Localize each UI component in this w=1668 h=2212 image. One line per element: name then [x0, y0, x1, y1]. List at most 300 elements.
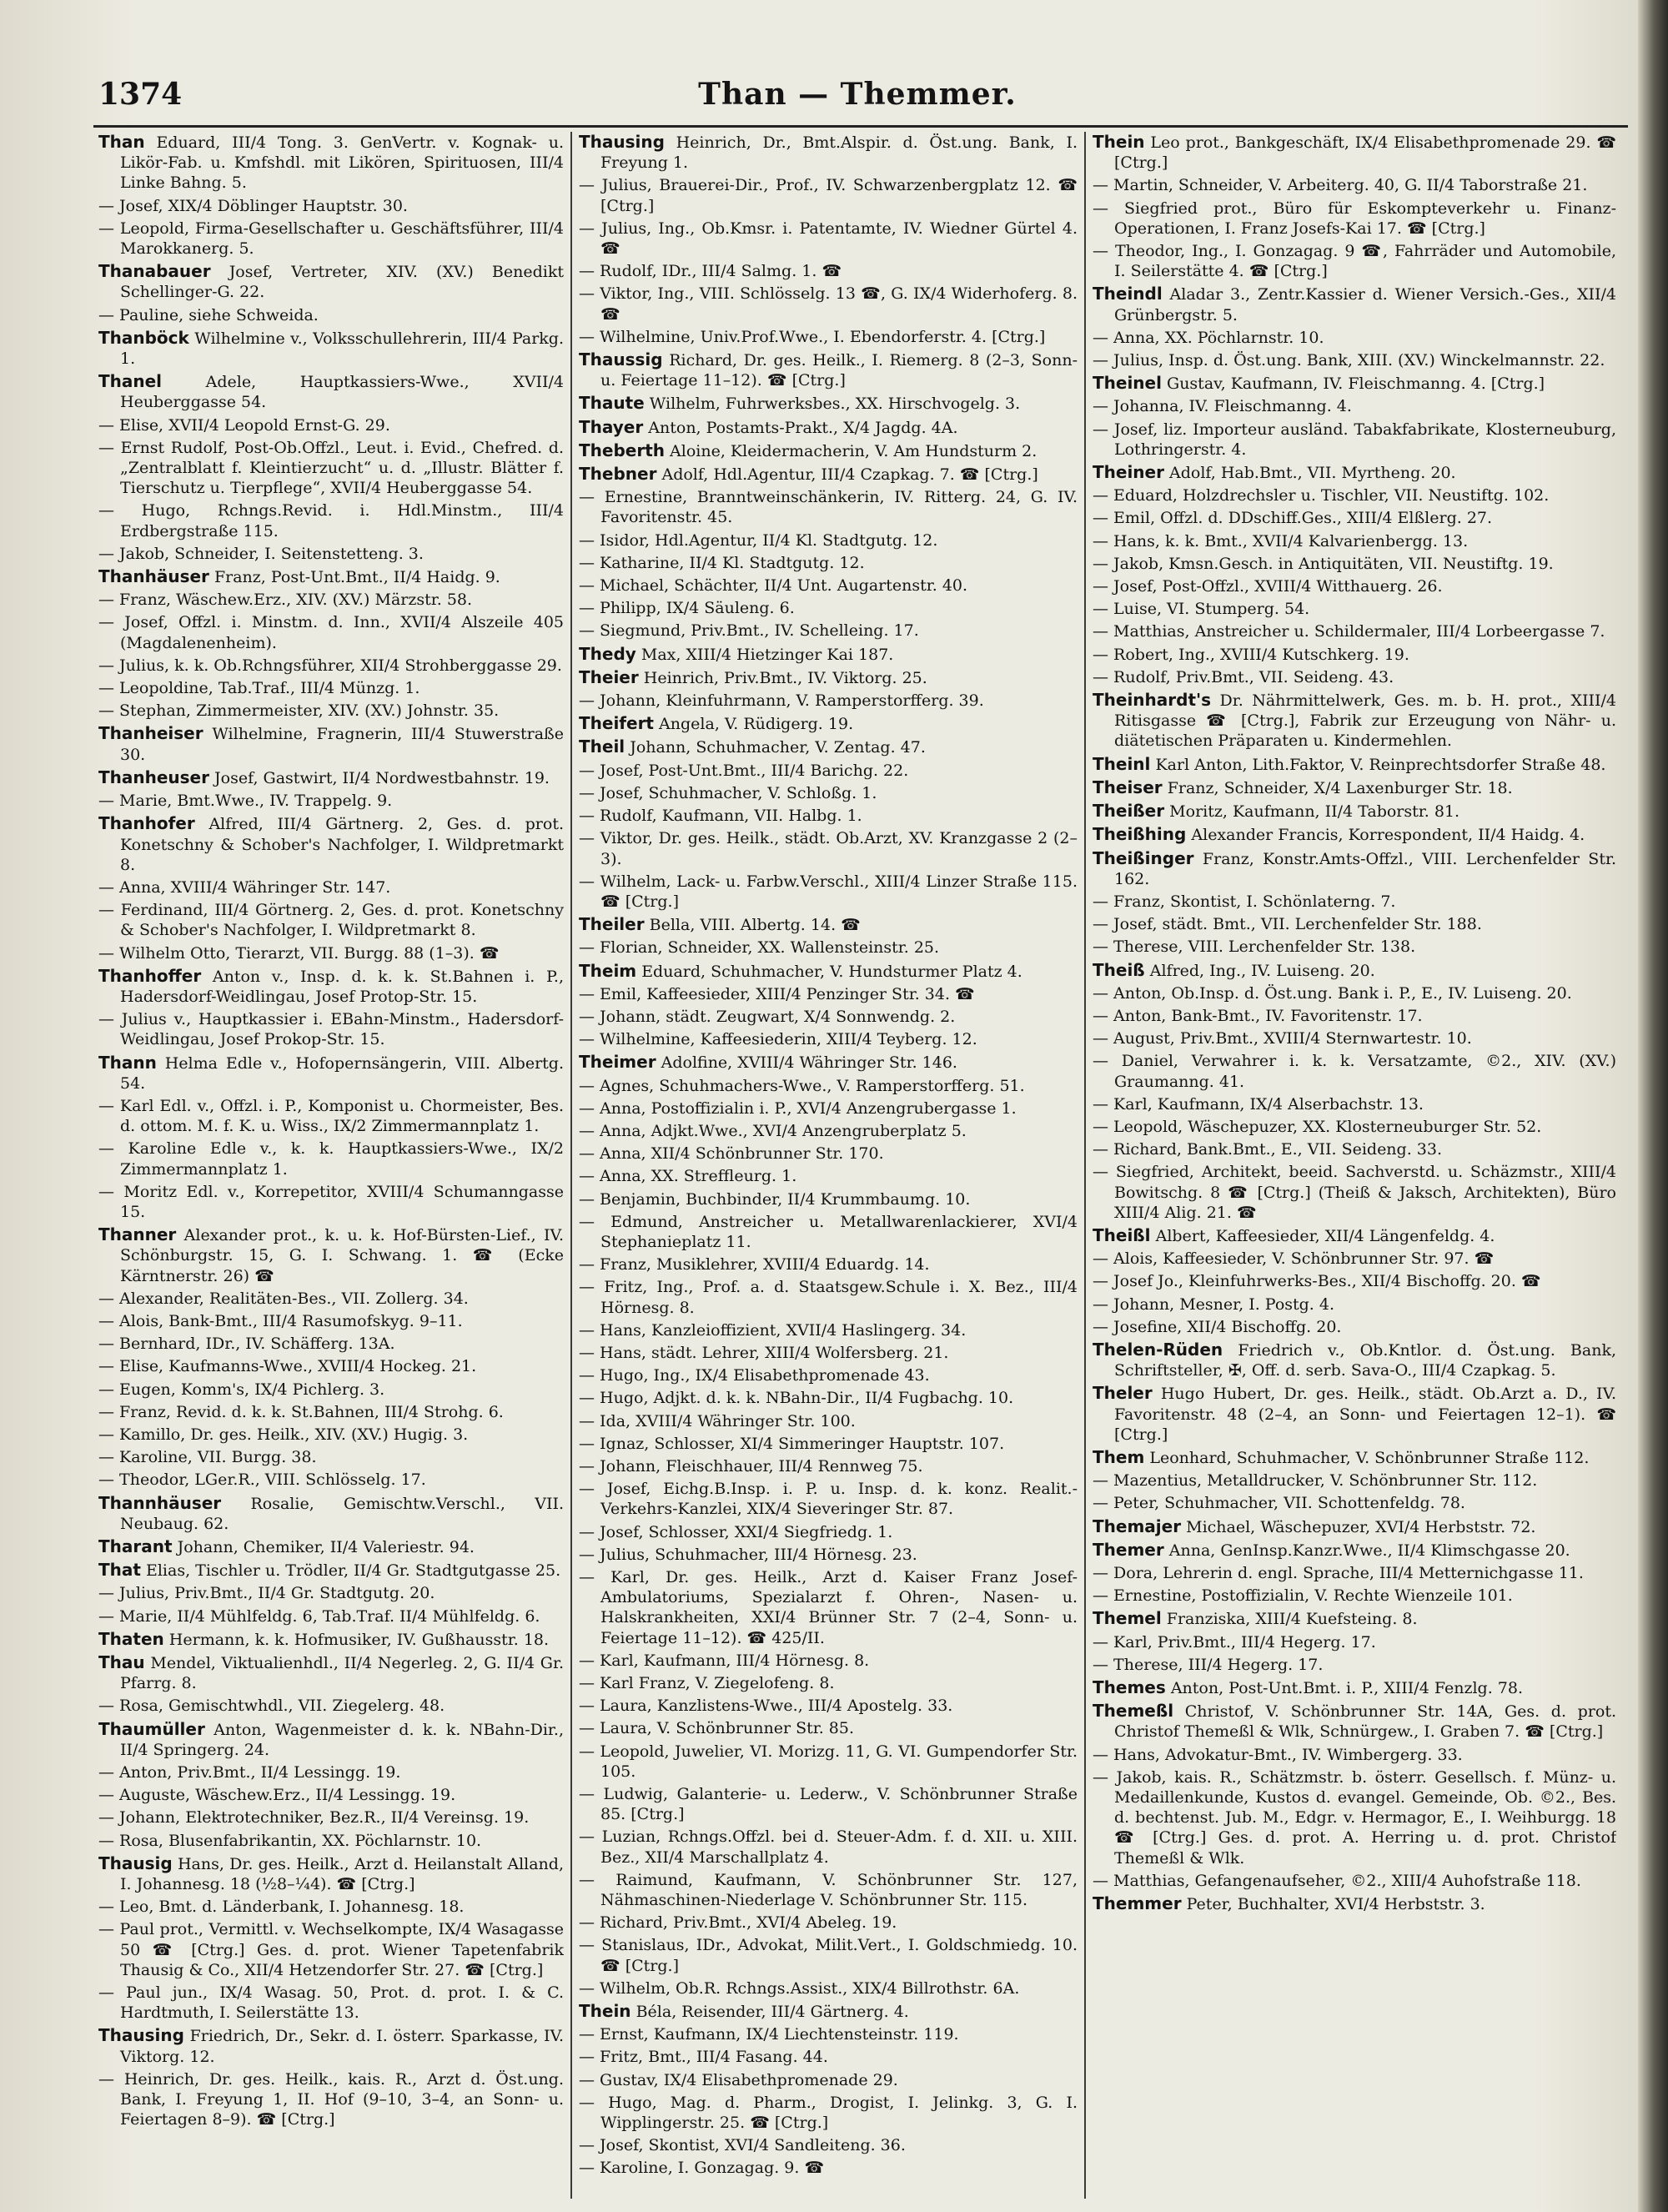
entry-details: — Karl, Kaufmann, III/4 Hörnesg. 8. — [579, 1651, 870, 1670]
entry-details: Franz, Konstr.Amts-Offzl., VIII. Lerchenfelder Str. 162. — [1114, 849, 1616, 888]
directory-entry — [98, 1536, 564, 1557]
entry-surname: Thannhäuser — [98, 1492, 222, 1513]
entry-surname: Theier — [579, 666, 639, 687]
entry-surname: That — [98, 1560, 141, 1581]
entry-details: — Stephan, Zimmermeister, XIV. (XV.) Johnstr. 35. — [98, 701, 500, 721]
directory-entry — [1093, 1871, 1616, 1891]
entry-details: — Eugen, Komm's, IX/4 Pichlerg. 3. — [98, 1380, 385, 1399]
entry-details: Hermann, k. k. Hofmusiker, IV. Gußhausstr. 18. — [168, 1630, 550, 1649]
directory-entry — [579, 1277, 1078, 1317]
entry-details: — Julius, Priv.Bmt., II/4 Gr. Stadtgutg. 20. — [98, 1584, 435, 1603]
entry-details: Anton, Wagenmeister d. k. k. NBahn-Dir., II/4 Springerg. 24. — [120, 1720, 564, 1759]
entry-surname: Thausing — [579, 132, 665, 152]
directory-entry — [1093, 848, 1616, 889]
directory-entry — [98, 791, 564, 811]
directory-entry — [579, 1456, 1078, 1476]
entry-surname: Thann — [98, 1052, 157, 1073]
directory-entry — [579, 783, 1078, 803]
directory-entry — [98, 723, 564, 764]
directory-entry — [98, 1560, 564, 1581]
entry-details: — Rosa, Blusenfabrikantin, XX. Pöchlarnstr. 10. — [98, 1831, 482, 1850]
entry-details: — Marie, II/4 Mühlfeldg. 6, Tab.Traf. II/4 Mühlfeldg. 6. — [98, 1606, 540, 1626]
entry-details: — Julius, Schuhmacher, III/4 Hörnesg. 23. — [579, 1545, 917, 1564]
directory-entry — [98, 371, 564, 412]
page-number: 1374 — [98, 77, 183, 112]
entry-details: — Karoline, I. Gonzagag. 9. ☎ — [579, 2159, 825, 2178]
directory-entry — [1093, 914, 1616, 934]
entry-surname: Themel — [1093, 1608, 1162, 1629]
directory-entry — [98, 1807, 564, 1827]
directory-entry — [579, 440, 1078, 461]
directory-entry — [579, 393, 1078, 414]
directory-entry — [1093, 462, 1616, 483]
directory-entry — [1093, 554, 1616, 574]
directory-entry — [579, 1479, 1078, 1519]
entry-details: — Mazentius, Metalldrucker, V. Schönbrunner Str. 112. — [1093, 1471, 1538, 1491]
entry-details: Franz, Post-Unt.Bmt., II/4 Haidg. 9. — [214, 568, 500, 587]
entry-details: — Anna, XX. Pöchlarnstr. 10. — [1093, 328, 1324, 347]
entry-details: Alexander prot., k. u. k. Hof-Bürsten-Lief., IV. Schönburgstr. 15, G. I. Schwang. 1. ☎ (Ecke Kärntnerstr. 26) ☎ — [120, 1226, 564, 1285]
directory-entry — [98, 1447, 564, 1467]
entry-surname: Themeßl — [1093, 1701, 1174, 1722]
entry-surname: Thausig — [98, 1853, 173, 1873]
directory-entry — [98, 261, 564, 302]
directory-entry — [579, 2024, 1078, 2044]
directory-entry — [1093, 1340, 1616, 1380]
entry-details: — Eduard, Holzdrechsler u. Tischler, VII. Neustiftg. 102. — [1093, 486, 1550, 505]
directory-entry — [579, 1007, 1078, 1027]
entry-details: — Josef, Post-Offzl., XVIII/4 Witthauerg. 26. — [1093, 577, 1443, 596]
directory-entry — [579, 2047, 1078, 2067]
entry-details: — Josef, XIX/4 Döblinger Hauptstr. 30. — [98, 196, 408, 215]
entry-details: — Philipp, IX/4 Säuleng. 6. — [579, 599, 795, 618]
entry-details: Michael, Wäschepuzer, XVI/4 Herbststr. 72. — [1186, 1517, 1536, 1536]
directory-entry — [579, 1545, 1078, 1565]
directory-entry — [1093, 1162, 1616, 1223]
entry-details: Eduard, Schuhmacher, V. Hundsturmer Platz 4. — [641, 962, 1022, 981]
directory-entry — [1093, 824, 1616, 845]
entry-details: — Siegfried prot., Büro für Eskompteverkehr u. Finanz-Operationen, I. Franz Josefs-Kai 17. ☎ [Ctrg.] — [1093, 199, 1616, 238]
entry-details: Anton v., Insp. d. k. k. St.Bahnen i. P., Hadersdorf-Weidlingau, Josef Protop-Str. 15. — [120, 967, 564, 1006]
directory-entry — [98, 1629, 564, 1650]
directory-entry — [98, 1224, 564, 1286]
directory-entry — [1093, 1470, 1616, 1491]
entry-surname: Thau — [98, 1652, 145, 1673]
entry-details: — Johann, Elektrotechniker, Bez.R., II/4 Vereinsg. 19. — [98, 1808, 530, 1827]
entry-details: — Edmund, Anstreicher u. Metallwarenlackierer, XVI/4 Stephanieplatz 11. — [579, 1212, 1078, 1251]
directory-entry — [1093, 1893, 1616, 1914]
directory-entry — [579, 553, 1078, 573]
entry-details: — Anton, Bank-Bmt., IV. Favoritenstr. 17. — [1093, 1006, 1423, 1025]
entry-details: — Ernst, Kaufmann, IX/4 Liechtensteinstr. 119. — [579, 2025, 959, 2044]
entry-details: — Josef, Schuhmacher, V. Schloßg. 1. — [579, 783, 877, 802]
directory-entry — [98, 566, 564, 587]
entry-surname: Theißer — [1093, 801, 1165, 822]
directory-entry — [98, 219, 564, 259]
directory-entry — [579, 1827, 1078, 1867]
directory-entry — [579, 327, 1078, 347]
directory-entry — [98, 767, 564, 788]
running-head: Than — Themmer. — [698, 77, 1017, 112]
entry-details: Leonhard, Schuhmacher, V. Schönbrunner Straße 112. — [1149, 1448, 1590, 1467]
directory-entry — [1093, 1383, 1616, 1445]
directory-entry — [1093, 892, 1616, 912]
directory-entry — [579, 2001, 1078, 2022]
directory-entry — [579, 175, 1078, 215]
entry-details: Friedrich v., Ob.Kntlor. d. Öst.ung. Bank, Schriftsteller, ✠, Off. d. serb. Sava-O., III/4 Czapkag. 5. — [1114, 1340, 1616, 1380]
entry-details: — Rudolf, Priv.Bmt., VII. Seideng. 43. — [1093, 667, 1394, 686]
directory-entry — [579, 2135, 1078, 2155]
entry-details: — Siegfried, Architekt, beeid. Sachverstd. u. Schäzmstr., XIII/4 Bowitschg. 8 ☎ [Ctrg.] (Theiß & Jaksch, Architekten), Büro XIII/4 Alig. 21. ☎ — [1093, 1163, 1616, 1222]
directory-entry — [98, 1831, 564, 1851]
entry-surname: Theiser — [1093, 777, 1163, 797]
entry-details: Elias, Tischler u. Trödler, II/4 Gr. Stadtgutgasse 25. — [145, 1561, 561, 1581]
entry-details: — Karl Edl. v., Offzl. i. P., Komponist u. Chormeister, Bes. d. ottom. M. f. K. u. Wiss., IX/2 Zimmermannplatz 1. — [98, 1096, 564, 1136]
directory-entry — [579, 2158, 1078, 2178]
entry-details: Aladar 3., Zentr.Kassier d. Wiener Versich.-Ges., XII/4 Grünbergstr. 5. — [1114, 285, 1616, 324]
entry-surname: Than — [98, 132, 145, 152]
entry-details: — Josefine, XII/4 Bischoffg. 20. — [1093, 1317, 1342, 1336]
directory-entry — [98, 1289, 564, 1309]
directory-entry — [1093, 1271, 1616, 1291]
directory-entry — [1093, 1655, 1616, 1675]
entry-details: — Karoline, VII. Burgg. 38. — [98, 1448, 317, 1467]
entry-details: — Luise, VI. Stumperg. 54. — [1093, 600, 1310, 619]
entry-details: — Anna, XX. Streffleurg. 1. — [579, 1167, 797, 1186]
directory-entry — [1093, 1139, 1616, 1159]
entry-details: Gustav, Kaufmann, IV. Fleischmanng. 4. [Ctrg.] — [1167, 375, 1545, 394]
entry-details: — Josef, Skontist, XVI/4 Sandleiteng. 36. — [579, 2136, 906, 2155]
directory-entry — [98, 1652, 564, 1693]
entry-surname: Thanhoffer — [98, 965, 202, 986]
entry-surname: Thebner — [579, 464, 657, 485]
entry-details: — Stanislaus, IDr., Advokat, Milit.Vert., I. Goldschmiedg. 10. ☎ [Ctrg.] — [579, 1936, 1078, 1975]
entry-details: — August, Priv.Bmt., XVIII/4 Sternwartestr. 10. — [1093, 1029, 1472, 1048]
entry-details: — Matthias, Anstreicher u. Schildermaler, III/4 Lorbeergasse 7. — [1093, 622, 1605, 641]
directory-entry — [579, 1913, 1078, 1933]
directory-column-3 — [1093, 132, 1616, 2199]
directory-entry — [98, 1402, 564, 1422]
entry-details: — Richard, Priv.Bmt., XVI/4 Abeleg. 19. — [579, 1913, 897, 1933]
directory-entry — [98, 1785, 564, 1805]
entry-details: — Raimund, Kaufmann, V. Schönbrunner Str. 127, Nähmaschinen-Niederlage V. Schönbrunner Str. 115. — [579, 1870, 1078, 1910]
entry-surname: Themmer — [1093, 1893, 1182, 1914]
directory-entry — [98, 900, 564, 940]
directory-entry — [579, 1121, 1078, 1141]
entry-details: Friedrich, Dr., Sekr. d. I. österr. Sparkasse, IV. Viktorg. 12. — [120, 2027, 564, 2066]
directory-entry — [1093, 1006, 1616, 1026]
directory-entry — [1093, 420, 1616, 460]
directory-entry — [98, 1919, 564, 1980]
directory-entry — [579, 713, 1078, 734]
directory-entry — [98, 1425, 564, 1445]
directory-entry — [98, 438, 564, 499]
header-rule — [93, 125, 1628, 128]
directory-entry — [1093, 645, 1616, 665]
entry-details: — Leo, Bmt. d. Länderbank, I. Johannesg. 18. — [98, 1898, 465, 1917]
entry-details: Christof, V. Schönbrunner Str. 14A, Ges. d. prot. Christof Themeßl & Wlk, Schnürgew., I. Graben 7. ☎ [Ctrg.] — [1114, 1702, 1616, 1742]
entry-details: — Auguste, Wäschew.Erz., II/4 Lessingg. 19. — [98, 1786, 456, 1805]
entry-details: Hans, Dr. ges. Heilk., Arzt d. Heilanstalt Alland, I. Johannesg. 18 (½8–¼4). ☎ [Ctrg.] — [120, 1854, 564, 1894]
entry-details: — Ignaz, Schlosser, XI/4 Simmeringer Hauptstr. 107. — [579, 1434, 1005, 1453]
directory-entry — [98, 1470, 564, 1490]
directory-entry — [579, 349, 1078, 390]
directory-entry — [98, 701, 564, 721]
directory-entry — [1093, 1117, 1616, 1137]
entry-surname: Theberth — [579, 440, 665, 460]
directory-entry — [98, 1853, 564, 1894]
entry-details: — Ferdinand, III/4 Görtnerg. 2, Ges. d. prot. Konetschny & Schober's Nachfolger, I. Wildpretmarkt 8. — [98, 901, 564, 940]
directory-column-1 — [98, 132, 564, 2199]
entry-details: Albert, Kaffeesieder, XII/4 Längenfeldg. 4. — [1155, 1226, 1495, 1245]
entry-details: — Fritz, Ing., Prof. a. d. Staatsgew.Schule i. X. Bez., III/4 Hörnesg. 8. — [579, 1278, 1078, 1317]
entry-details: Adolfine, XVIII/4 Währinger Str. 146. — [661, 1053, 957, 1073]
directory-entry — [579, 417, 1078, 438]
entry-details: — Franz, Wäschew.Erz., XIV. (XV.) Märzstr. 58. — [98, 591, 473, 610]
directory-entry — [579, 1935, 1078, 1975]
entry-surname: Theinl — [1093, 753, 1151, 774]
entry-surname: Thaute — [579, 393, 645, 414]
entry-details: — Alois, Bank-Bmt., III/4 Rasumofskyg. 9–11. — [98, 1311, 463, 1330]
entry-details: — Karl, Priv.Bmt., III/4 Hegerg. 17. — [1093, 1632, 1376, 1651]
entry-details: — Alois, Kaffeesieder, V. Schönbrunner Str. 97. ☎ — [1093, 1249, 1495, 1269]
entry-details: — Dora, Lehrerin d. engl. Sprache, III/4 Metternichgasse 11. — [1093, 1564, 1584, 1582]
directory-entry — [98, 1983, 564, 2023]
entry-details: — Wilhelm, Ob.R. Rchngs.Assist., XIX/4 Billrothstr. 6A. — [579, 1978, 1020, 1998]
entry-details: — Hans, k. k. Bmt., XVII/4 Kalvarienbergg. 13. — [1093, 531, 1469, 550]
entry-details: — Julius, Brauerei-Dir., Prof., IV. Schwarzenbergplatz 12. ☎ [Ctrg.] — [579, 176, 1078, 215]
directory-column-2 — [579, 132, 1078, 2199]
directory-entry — [98, 1053, 564, 1093]
directory-entry — [98, 656, 564, 676]
entry-surname: Thausing — [98, 2025, 184, 2046]
entry-details: Adele, Hauptkassiers-Wwe., XVII/4 Heuberggasse 54. — [120, 373, 564, 412]
entry-details: — Elise, XVII/4 Leopold Ernst-G. 29. — [98, 415, 390, 435]
entry-details: — Moritz Edl. v., Korrepetitor, XVIII/4 Schumanngasse 15. — [98, 1182, 564, 1221]
entry-surname: Thanner — [98, 1224, 177, 1245]
entry-details: — Siegmund, Priv.Bmt., IV. Schelleing. 17. — [579, 621, 919, 641]
directory-entry — [579, 1651, 1078, 1671]
entry-details: — Kamillo, Dr. ges. Heilk., XIV. (XV.) Hugig. 3. — [98, 1425, 469, 1444]
entry-surname: Thayer — [579, 416, 644, 437]
entry-details: Alexander Francis, Korrespondent, II/4 Haidg. 4. — [1191, 826, 1585, 845]
directory-entry — [98, 966, 564, 1007]
directory-entry — [1093, 777, 1616, 798]
entry-details: — Robert, Ing., XVIII/4 Kutschkerg. 19. — [1093, 645, 1409, 664]
entry-surname: Themer — [1093, 1539, 1164, 1560]
entry-details: — Ernst Rudolf, Post-Ob.Offzl., Leut. i. Evid., Chefred. d. „Zentralblatt f. Kleintierzucht“ u. d. „Illustr. Blätter f. Tierschutz u. Tierpflege“, XVII/4 Heuberggasse 54. — [98, 438, 564, 498]
directory-entry — [1093, 1051, 1616, 1091]
entry-details: — Elise, Kaufmanns-Wwe., XVIII/4 Hockeg. 21. — [98, 1357, 477, 1376]
directory-entry — [579, 1742, 1078, 1782]
directory-entry — [579, 1784, 1078, 1824]
entry-details: Adolf, Hdl.Agentur, III/4 Czapkag. 7. ☎ [Ctrg.] — [661, 465, 1038, 485]
entry-surname: Theißinger — [1093, 847, 1194, 868]
entry-details: Max, XIII/4 Hietzinger Kai 187. — [641, 645, 894, 664]
directory-entry — [1093, 960, 1616, 981]
directory-entry — [98, 1583, 564, 1603]
directory-entry — [1093, 396, 1616, 416]
entry-details: — Anna, Postoffizialin i. P., XVI/4 Anzengrubergasse 1. — [579, 1098, 1017, 1118]
entry-details: — Daniel, Verwahrer i. k. k. Versatzamte, ©2., XIV. (XV.) Graumanng. 41. — [1093, 1052, 1616, 1091]
entry-details: Angela, V. Rüdigerg. 19. — [659, 715, 854, 734]
entry-details: — Anna, XVIII/4 Währinger Str. 147. — [98, 877, 391, 897]
directory-entry — [98, 544, 564, 564]
entry-details: — Josef, Post-Unt.Bmt., III/4 Barichg. 22. — [579, 761, 909, 780]
directory-entry — [579, 132, 1078, 173]
directory-entry — [1093, 983, 1616, 1003]
directory-entry — [1093, 1608, 1616, 1629]
directory-entry — [579, 576, 1078, 596]
entry-details: — Marie, Bmt.Wwe., IV. Trappelg. 9. — [98, 792, 393, 811]
entry-details: Alfred, Ing., IV. Luiseng. 20. — [1149, 961, 1375, 980]
directory-entry — [579, 1029, 1078, 1049]
entry-details: Leo prot., Bankgeschäft, IX/4 Elisabethpromenade 29. ☎ [Ctrg.] — [1114, 133, 1616, 173]
entry-surname: Theler — [1093, 1383, 1153, 1404]
directory-entry — [1093, 1225, 1616, 1246]
directory-entry — [98, 1096, 564, 1136]
entry-details: Mendel, Viktualienhdl., II/4 Negerleg. 2, G. II/4 Gr. Pfarrg. 8. — [120, 1654, 564, 1693]
directory-entry — [579, 1166, 1078, 1186]
entry-details: — Viktor, Dr. ges. Heilk., städt. Ob.Arzt, XV. Kranzgasse 2 (2–3). — [579, 829, 1078, 868]
entry-details: — Theodor, LGer.R., VIII. Schlösselg. 17. — [98, 1470, 426, 1490]
directory-entry — [1093, 1447, 1616, 1468]
entry-details: Heinrich, Dr., Bmt.Alspir. d. Öst.ung. Bank, I. Freyung 1. — [600, 133, 1078, 173]
entry-details: — Wilhelm, Lack- u. Farbw.Verschl., XIII/4 Linzer Straße 115. ☎ [Ctrg.] — [579, 872, 1078, 911]
entry-details: — Anna, Adjkt.Wwe., XVI/4 Anzengruberplatz 5. — [579, 1121, 967, 1140]
directory-entry — [579, 1212, 1078, 1252]
entry-surname: Tharant — [98, 1536, 173, 1556]
directory-entry — [579, 1365, 1078, 1385]
directory-entry — [98, 500, 564, 540]
directory-entry — [98, 132, 564, 194]
directory-entry — [1093, 284, 1616, 324]
directory-entry — [1093, 1317, 1616, 1337]
directory-entry — [98, 1311, 564, 1331]
directory-entry — [579, 1052, 1078, 1073]
entry-details: — Richard, Bank.Bmt., E., VII. Seideng. 33. — [1093, 1140, 1443, 1159]
directory-entry — [1093, 667, 1616, 687]
entry-details: — Hugo, Ing., IX/4 Elisabethpromenade 43. — [579, 1366, 930, 1385]
entry-details: Heinrich, Priv.Bmt., IV. Viktorg. 25. — [643, 668, 927, 687]
entry-details: — Josef Jo., Kleinfuhrwerks-Bes., XII/4 Bischoffg. 20. ☎ — [1093, 1272, 1541, 1291]
directory-entry — [1093, 599, 1616, 619]
entry-details: — Johann, städt. Zeugwart, X/4 Sonnwendg. 2. — [579, 1007, 956, 1026]
entry-details: — Hans, Kanzleioffizient, XVII/4 Haslingerg. 34. — [579, 1320, 967, 1340]
directory-entry — [1093, 1540, 1616, 1561]
directory-entry — [1093, 1094, 1616, 1114]
directory-entry — [579, 1144, 1078, 1164]
directory-entry — [579, 1254, 1078, 1274]
directory-entry — [98, 1762, 564, 1782]
directory-entry — [579, 1388, 1078, 1408]
directory-entry — [98, 2069, 564, 2130]
entry-surname: Theifert — [579, 713, 654, 734]
entry-details: Karl Anton, Lith.Faktor, V. Reinprechtsdorfer Straße 48. — [1155, 755, 1606, 774]
entry-details: — Benjamin, Buchbinder, II/4 Krummbaumg. 10. — [579, 1189, 971, 1209]
directory-entry — [579, 530, 1078, 550]
directory-entry — [579, 219, 1078, 259]
entry-details: — Johann, Kleinfuhrmann, V. Ramperstorfferg. 39. — [579, 691, 984, 711]
entry-details: — Franz, Skontist, I. Schönlaterng. 7. — [1093, 892, 1396, 911]
directory-entry — [579, 487, 1078, 527]
directory-entry — [579, 1978, 1078, 1998]
directory-entry — [1093, 373, 1616, 394]
entry-details: — Karl Franz, V. Ziegelofeng. 8. — [579, 1674, 835, 1693]
entry-details: — Josef, Schlosser, XXI/4 Siegfriedg. 1. — [579, 1522, 893, 1541]
directory-entry — [98, 1696, 564, 1716]
directory-entry — [98, 1356, 564, 1376]
directory-entry — [1093, 1563, 1616, 1583]
directory-entry — [579, 938, 1078, 958]
entry-details: — Isidor, Hdl.Agentur, II/4 Kl. Stadtgutg. 12. — [579, 530, 938, 550]
directory-entry — [98, 1897, 564, 1917]
entry-details: Anton, Post-Unt.Bmt. i. P., XIII/4 Fenzlg. 78. — [1170, 1679, 1523, 1698]
directory-entry — [1093, 1677, 1616, 1698]
directory-entry — [98, 1493, 564, 1534]
entry-details: — Paul jun., IX/4 Wasag. 50, Prot. d. prot. I. & C. Hardtmuth, I. Seilerstätte 13. — [98, 1983, 564, 2023]
directory-entry — [98, 305, 564, 325]
entry-details: — Heinrich, Dr. ges. Heilk., kais. R., Arzt d. Öst.ung. Bank, I. Freyung 1, II. Hof (9–10, 3–4, an Sonn- u. Feiertagen 8–9). ☎ [Ctrg.] — [98, 2069, 564, 2129]
directory-entry — [1093, 328, 1616, 348]
directory-entry — [98, 612, 564, 652]
entry-details: — Johann, Fleischhauer, III/4 Rennweg 75. — [579, 1456, 923, 1476]
directory-entry — [579, 1434, 1078, 1454]
directory-entry — [98, 943, 564, 963]
entry-surname: Theiß — [1093, 959, 1145, 980]
column-divider — [1084, 132, 1086, 2199]
directory-entry — [1093, 241, 1616, 281]
entry-details: Franziska, XIII/4 Kuefsteing. 8. — [1166, 1610, 1418, 1629]
directory-entry — [579, 667, 1078, 688]
entry-details: — Julius, Insp. d. Öst.ung. Bank, XIII. (XV.) Winckelmannstr. 22. — [1093, 351, 1605, 370]
entry-details: Anna, GenInsp.Kanzr.Wwe., II/4 Klimschgasse 20. — [1168, 1541, 1570, 1560]
entry-details: — Josef, städt. Bmt., VII. Lerchenfelder Str. 188. — [1093, 915, 1482, 934]
entry-details: — Franz, Revid. d. k. k. St.Bahnen, III/4 Strohg. 6. — [98, 1402, 504, 1421]
directory-entry — [1093, 350, 1616, 370]
directory-entry — [579, 2070, 1078, 2090]
entry-details: — Theodor, Ing., I. Gonzagag. 9 ☎, Fahrräder und Automobile, I. Seilerstätte 4. ☎ [Ctrg.] — [1093, 242, 1616, 281]
directory-entry — [579, 761, 1078, 781]
entry-details: — Katharine, II/4 Kl. Stadtgutg. 12. — [579, 553, 865, 572]
directory-entry — [579, 984, 1078, 1004]
entry-details: — Hans, Advokatur-Bmt., IV. Wimbergerg. 33. — [1093, 1745, 1463, 1764]
entry-details: — Florian, Schneider, XX. Wallensteinstr. 25. — [579, 938, 940, 958]
directory-entry — [98, 2025, 564, 2066]
entry-details: — Hugo, Rchngs.Revid. i. Hdl.Minstm., III/4 Erdbergstraße 115. — [98, 501, 564, 540]
directory-entry — [1093, 132, 1616, 173]
entry-details: — Wilhelm Otto, Tierarzt, VII. Burgg. 88 (1–3). ☎ — [98, 943, 500, 963]
directory-entry — [579, 691, 1078, 711]
entry-details: — Hugo, Mag. d. Pharm., Drogist, I. Jelinkg. 3, G. I. Wipplingerstr. 25. ☎ [Ctrg.] — [579, 2093, 1078, 2133]
directory-entry — [1093, 1516, 1616, 1537]
entry-surname: Theimer — [579, 1052, 656, 1073]
directory-entry — [579, 284, 1078, 324]
directory-entry — [1093, 801, 1616, 822]
directory-entry — [579, 1870, 1078, 1910]
entry-details: Moritz, Kaufmann, II/4 Taborstr. 81. — [1169, 802, 1460, 822]
directory-entry — [98, 1139, 564, 1179]
entry-details: — Karl, Kaufmann, IX/4 Alserbachstr. 13. — [1093, 1094, 1424, 1114]
directory-entry — [1093, 1028, 1616, 1048]
entry-surname: Thaussig — [579, 349, 663, 370]
directory-entry — [579, 1411, 1078, 1431]
directory-entry — [579, 872, 1078, 912]
entry-surname: Theiner — [1093, 462, 1164, 483]
page-header — [98, 77, 1616, 118]
entry-details: — Wilhelmine, Kaffeesiederin, XIII/4 Teyberg. 12. — [579, 1030, 977, 1049]
entry-surname: Theiler — [579, 914, 645, 935]
